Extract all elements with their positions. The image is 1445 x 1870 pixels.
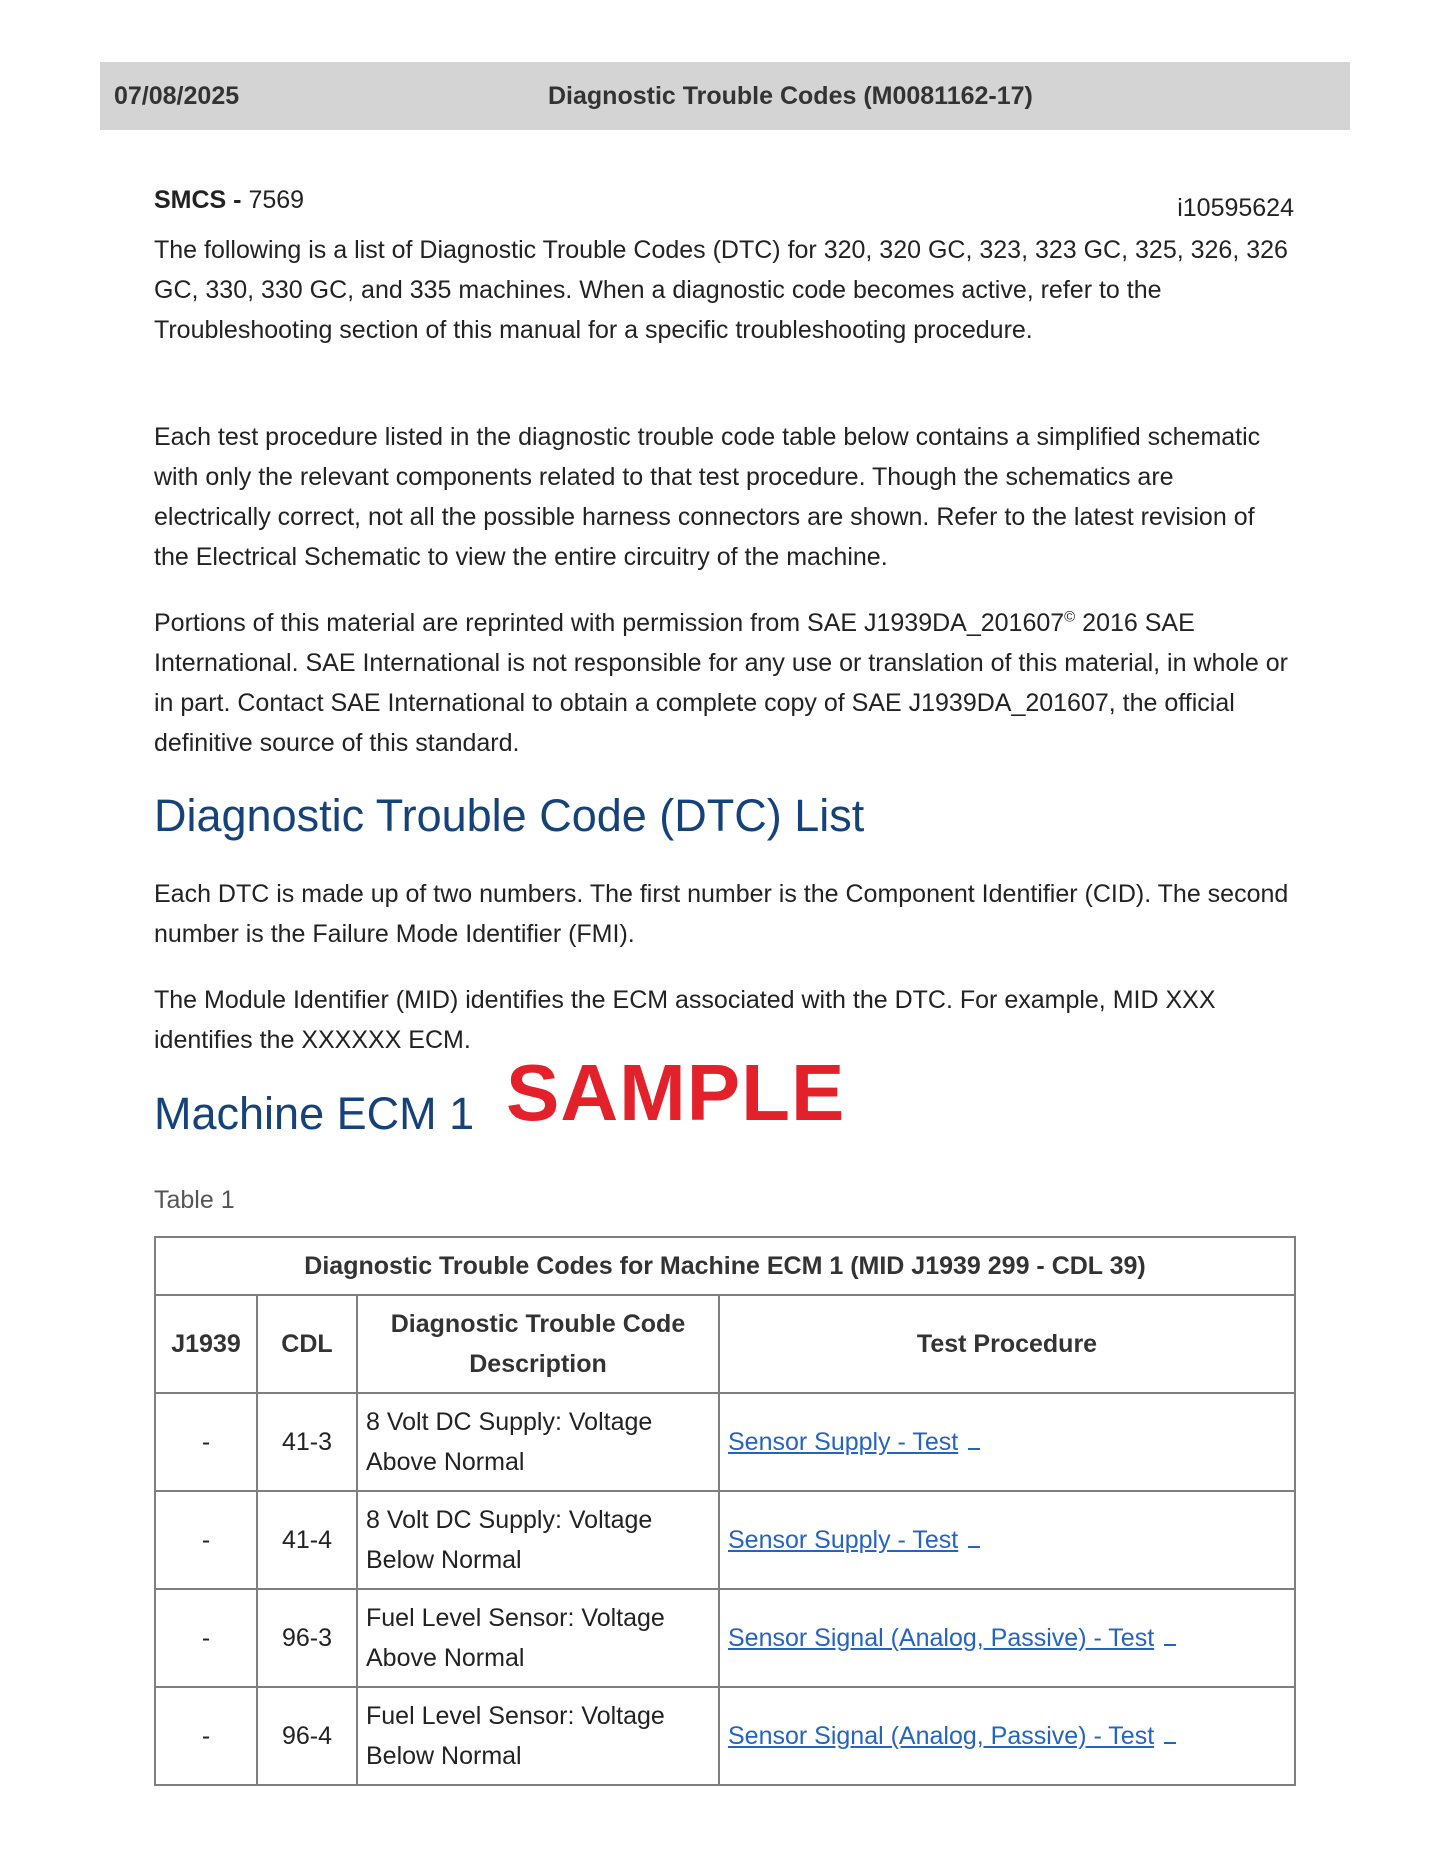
cell-description [357, 1589, 719, 1687]
cell-j1939: - [155, 1393, 257, 1491]
description-line1: Fuel Level Sensor: Voltage [366, 1702, 665, 1730]
cell-j1939: - [155, 1589, 257, 1687]
smcs-code [154, 186, 304, 215]
cell-cdl: 96-3 [257, 1589, 357, 1687]
cell-description [357, 1491, 719, 1589]
dtc-list-heading: Diagnostic Trouble Code (DTC) List [154, 790, 865, 841]
table-caption: Diagnostic Trouble Codes for Machine ECM 1 (MID J1939 299 - CDL 39) [155, 1237, 1295, 1295]
table-caption-row [155, 1237, 1295, 1295]
cell-description [357, 1687, 719, 1785]
description-line1: Fuel Level Sensor: Voltage [366, 1604, 665, 1632]
header-cdl: CDL [257, 1295, 357, 1393]
smcs-value: 7569 [248, 186, 305, 214]
cell-cdl: 96-4 [257, 1687, 357, 1785]
header-description-line2: Description [469, 1350, 607, 1378]
test-procedure-link[interactable]: Sensor Supply - Test [728, 1428, 959, 1456]
cell-test-procedure [719, 1687, 1295, 1785]
link-underscore-icon [1164, 1726, 1176, 1744]
link-underscore-icon [968, 1432, 980, 1450]
table-row [155, 1393, 1295, 1491]
smcs-label: SMCS - [154, 186, 249, 214]
dtc-table [154, 1236, 1296, 1786]
cell-test-procedure [719, 1589, 1295, 1687]
header-j1939: J1939 [155, 1295, 257, 1393]
header-description-line1: Diagnostic Trouble Code [390, 1310, 686, 1338]
page-header-bar [100, 62, 1350, 130]
description-line2: Above Normal [366, 1644, 525, 1672]
intro-paragraph-1: The following is a list of Diagnostic Trouble Codes (DTC) for 320, 320 GC, 323, 323 GC, 325, 326, 326 GC, 330, 330 GC, and 335 machines. When a diagnostic code becomes active, refer to the Troubleshooting section of this manual for a specific troubleshooting procedure. [154, 236, 1288, 344]
table-header-row [155, 1295, 1295, 1393]
dtc-paragraph-1: Each DTC is made up of two numbers. The first number is the Component Identifier (CID). The second number is the Failure Mode Identifier (FMI). [154, 880, 1289, 948]
header-title: Diagnostic Trouble Codes (M0081162-17) [548, 82, 1033, 110]
machine-ecm-heading: Machine ECM 1 [154, 1088, 475, 1139]
intro-paragraph-3 [154, 603, 1294, 763]
description-line2: Below Normal [366, 1742, 522, 1770]
table-row [155, 1589, 1295, 1687]
test-procedure-link[interactable]: Sensor Signal (Analog, Passive) - Test [728, 1722, 1155, 1750]
cell-j1939: - [155, 1491, 257, 1589]
cell-j1939: - [155, 1687, 257, 1785]
link-underscore-icon [968, 1530, 980, 1548]
table-row [155, 1687, 1295, 1785]
copyright-text-end: 2016 SAE International. SAE International is not responsible for any use or translation of this material, in whole or in part. Contact SAE International to obtain a complete copy of SAE J1939DA_201607, the official definitive source of this standard. [154, 609, 1288, 757]
test-procedure-link[interactable]: Sensor Supply - Test [728, 1526, 959, 1554]
cell-cdl: 41-3 [257, 1393, 357, 1491]
cell-test-procedure [719, 1393, 1295, 1491]
table-row [155, 1491, 1295, 1589]
description-line1: 8 Volt DC Supply: Voltage [366, 1408, 653, 1436]
dtc-paragraph-2: The Module Identifier (MID) identifies the ECM associated with the DTC. For example, MID XXX identifies the XXXXXX ECM. [154, 986, 1216, 1054]
intro-paragraph-2: Each test procedure listed in the diagnostic trouble code table below contains a simplified schematic with only the relevant components related to that test procedure. Though the schematics are electrically correct, not all the possible harness connectors are shown. Refer to the latest revision of the Electrical Schematic to view the entire circuitry of the machine. [154, 423, 1261, 571]
document-id: i10595624 [1177, 194, 1294, 222]
sample-watermark: SAMPLE [506, 1048, 846, 1137]
header-test-procedure: Test Procedure [719, 1295, 1295, 1393]
cell-test-procedure [719, 1491, 1295, 1589]
copyright-symbol: © [1064, 608, 1076, 626]
header-description [357, 1295, 719, 1393]
cell-description [357, 1393, 719, 1491]
header-date: 07/08/2025 [114, 82, 240, 110]
link-underscore-icon [1164, 1628, 1176, 1646]
description-line2: Below Normal [366, 1546, 522, 1574]
table-label: Table 1 [154, 1186, 235, 1214]
description-line2: Above Normal [366, 1448, 525, 1476]
copyright-text-start: Portions of this material are reprinted with permission from SAE J1939DA_201607 [154, 609, 1065, 637]
test-procedure-link[interactable]: Sensor Signal (Analog, Passive) - Test [728, 1624, 1155, 1652]
description-line1: 8 Volt DC Supply: Voltage [366, 1506, 653, 1534]
cell-cdl: 41-4 [257, 1491, 357, 1589]
